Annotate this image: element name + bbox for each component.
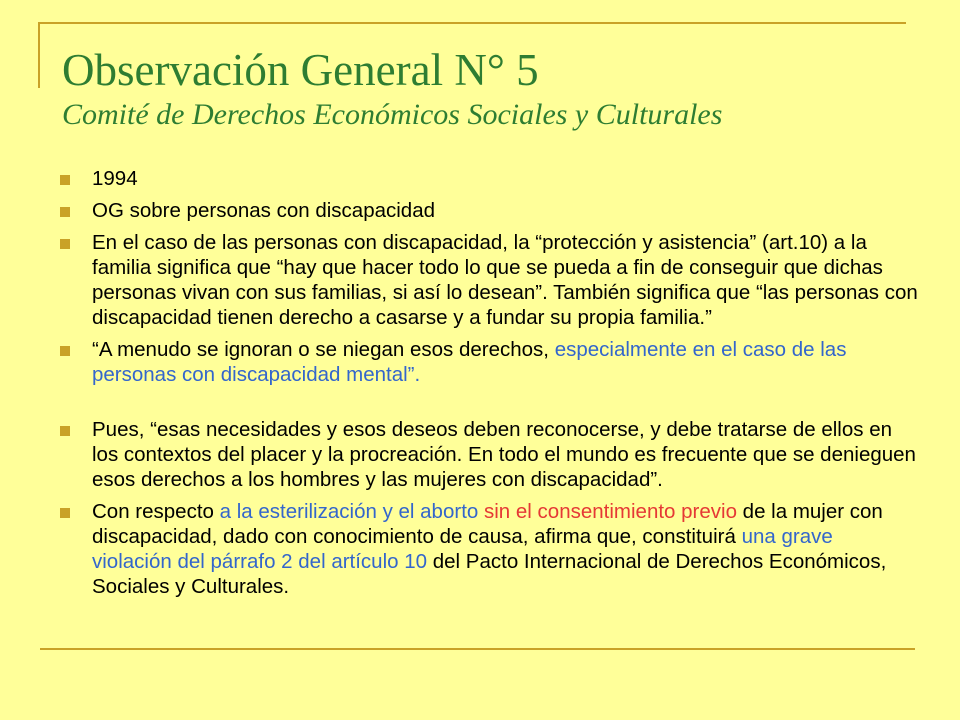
square-bullet-icon xyxy=(60,426,70,436)
title-main: Observación General N° 5 xyxy=(62,45,539,95)
highlight-text-blue: especialmente en el caso de las personas con discapacidad mental xyxy=(92,338,847,386)
highlight-text-blue: una grave violación del párrafo 2 del artículo 10 xyxy=(92,525,833,573)
bullet-item-family xyxy=(58,230,918,330)
square-bullet-icon xyxy=(60,175,70,185)
bullet-text: “A menudo se ignoran o se niegan esos derechos, xyxy=(92,338,555,361)
bullet-item-rights-ignored xyxy=(58,337,918,387)
bullet-text-end: ”. xyxy=(407,363,421,386)
square-bullet-icon xyxy=(60,346,70,356)
square-bullet-icon xyxy=(60,239,70,249)
bullet-text: Pues, “esas necesidades y esos deseos deben reconocerse, y debe tratarse de ellos en los contextos del placer y la procreación. En todo el mundo es frecuente que se denieguen esos derechos a los hombres y las mujeres con discapacidad”. xyxy=(92,418,916,491)
bullet-item-og xyxy=(58,198,918,223)
title-subtitle: Comité de Derechos Económicos Sociales y Culturales xyxy=(62,98,723,131)
square-bullet-icon xyxy=(60,207,70,217)
highlight-text-red: sin el consentimiento previo xyxy=(484,500,737,523)
bullet-list xyxy=(58,166,918,606)
bullet-text: del Pacto Internacional de Derechos Económicos, Sociales y Culturales. xyxy=(92,550,887,598)
left-divider-line xyxy=(38,22,40,88)
bullet-item-year xyxy=(58,166,918,191)
bullet-text: OG sobre personas con discapacidad xyxy=(92,199,436,222)
top-divider-line xyxy=(40,22,906,24)
bullet-text: de la mujer con discapacidad, dado con conocimiento de causa, afirma que, constituirá xyxy=(92,500,883,548)
bullet-item-needs xyxy=(58,417,918,492)
slide-title xyxy=(62,44,922,134)
bullet-text: 1994 xyxy=(92,167,138,190)
bullet-text: En el caso de las personas con discapacidad, la “protección y asistencia” (art.10) a la familia significa que “hay que hacer todo lo que se pueda a fin de conseguir que dichas personas vivan con sus familias, si así lo desean”. También significa que “las personas con discapacidad tienen derecho a casarse y a fundar su propia familia.” xyxy=(92,231,918,329)
square-bullet-icon xyxy=(60,508,70,518)
bottom-divider-line xyxy=(40,648,915,650)
highlight-text-blue: a la esterilización y el aborto xyxy=(219,500,479,523)
bullet-text: Con respecto xyxy=(92,500,220,523)
bullet-item-sterilization xyxy=(58,499,918,599)
